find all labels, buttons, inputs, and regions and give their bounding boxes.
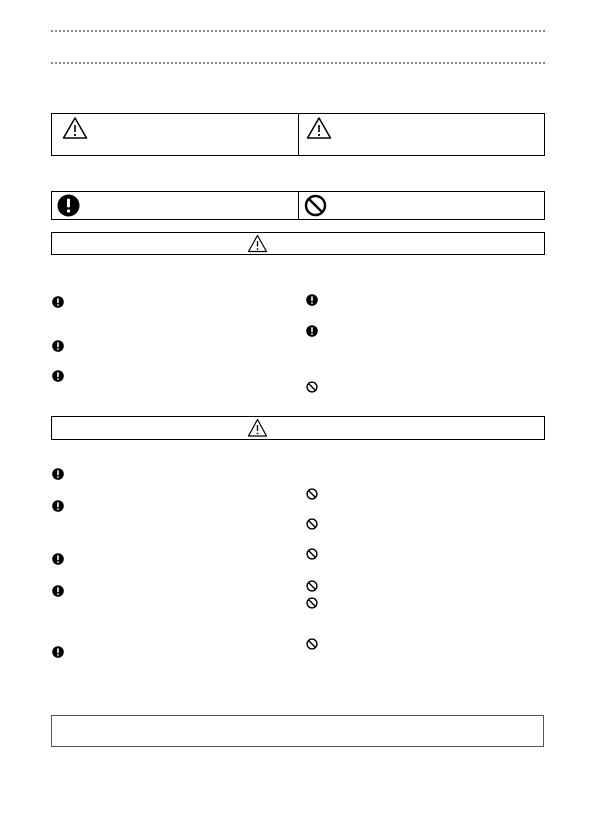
- exclamation-circle-icon: [52, 553, 64, 565]
- prohibited-circle-icon: [306, 638, 318, 650]
- warning-triangle-icon: [62, 116, 88, 140]
- prohibited-circle-icon: [306, 518, 318, 530]
- prohibited-circle-icon: [306, 580, 318, 592]
- exclamation-circle-icon: [52, 340, 64, 352]
- symbol-cell-prohibited: [299, 192, 544, 219]
- exclamation-circle-icon: [52, 296, 64, 308]
- exclamation-circle-icon: [306, 294, 318, 306]
- footer-note-box: [51, 715, 544, 747]
- exclamation-circle-icon: [306, 325, 318, 337]
- exclamation-circle-icon: [57, 194, 80, 217]
- signal-word-cell-right: [299, 114, 544, 155]
- exclamation-circle-icon: [52, 468, 64, 480]
- warning-triangle-icon: [306, 116, 332, 140]
- prohibited-circle-icon: [306, 597, 318, 609]
- caution-header-bar: [51, 416, 545, 440]
- exclamation-circle-icon: [52, 370, 64, 382]
- dotted-divider-second: [51, 62, 545, 64]
- exclamation-circle-icon: [52, 646, 64, 658]
- prohibited-circle-icon: [304, 194, 327, 217]
- warning-header-bar: [51, 232, 545, 255]
- dotted-divider-top: [51, 30, 545, 32]
- warning-triangle-icon: [247, 418, 268, 438]
- signal-word-table: [51, 113, 545, 156]
- exclamation-circle-icon: [52, 500, 64, 512]
- prohibited-circle-icon: [306, 488, 318, 500]
- prohibited-circle-icon: [306, 381, 318, 393]
- symbol-cell-mandatory: [52, 192, 299, 219]
- symbol-definition-table: [51, 191, 545, 220]
- exclamation-circle-icon: [52, 585, 64, 597]
- signal-word-cell-left: [52, 114, 299, 155]
- prohibited-circle-icon: [306, 548, 318, 560]
- warning-triangle-icon: [247, 234, 268, 253]
